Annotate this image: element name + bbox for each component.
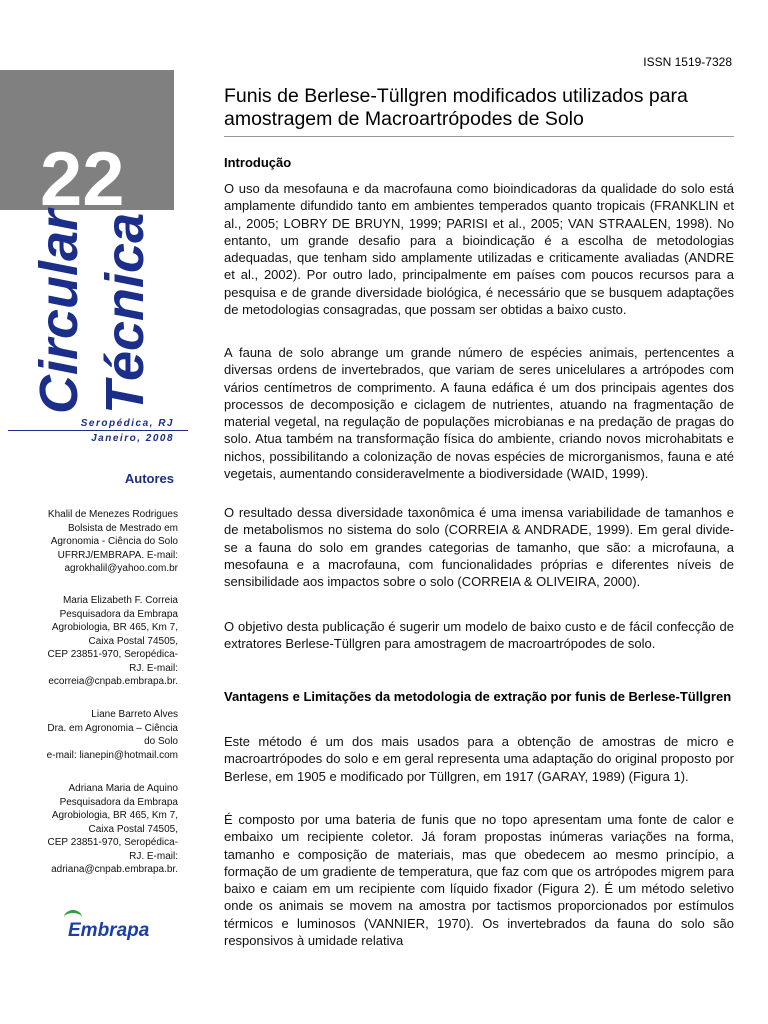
paragraph: A fauna de solo abrange um grande número de espécies animais, pertencentes a diversas ordens de invertebrados, que variam de seres unicelulares a artrópodes com vários centímetros de comprimento. A fauna edáfica é um dos principais agentes dos processos de decomposição e ciclagem de nutrientes, atuando na fragmentação de material vegetal, na regulação de populações microbianas e na predação de pragas do solo. Atua também na transformação física do ambiente, criando novos microhabitats e nichos, possibilitando a colonização de novas espécies de microrganismos, fauna e até vegetais, aumentando consideravelmente a biodiversidade (WAID, 1999). — [224, 345, 734, 482]
paragraph: Este método é um dos mais usados para a obtenção de amostras de micro e macroartrópodes do solo e em geral representa uma adaptação do original proposto por Berlese, em 1905 e modificado por Tüllgren, em 1917 (GARAY, 1989) (Figura 1). — [224, 734, 734, 784]
document-title: Funis de Berlese-Tüllgren modificados utilizados para amostragem de Macroartrópodes de Solo — [224, 85, 688, 130]
author-block: Adriana Maria de Aquino Pesquisadora da Embrapa Agrobiologia, BR 465, Km 7, Caixa Postal 74505, CEP 23851-970, Seropédica- RJ. E-mail: adriana@cnpab.embrapa.br. — [47, 783, 178, 875]
publication-place: Seropédica, RJ — [80, 418, 174, 429]
author-block: Khalil de Menezes Rodrigues Bolsista de Mestrado em Agronomia - Ciência do Solo UFRRJ/EMBRAPA. E-mail: agrokhalil@yahoo.com.br — [47, 509, 178, 574]
issn-number: ISSN 1519-7328 — [643, 55, 732, 69]
section-heading-introducao: Introdução — [224, 155, 292, 170]
section-heading-vantagens: Vantagens e Limitações da metodologia de extração por funis de Berlese-Tüllgren — [224, 689, 732, 704]
paragraph: O resultado dessa diversidade taxonômica é uma imensa variabilidade de tamanhos e de metabolismos no sistema do solo (CORREIA & ANDRADE, 1999). Em geral divide-se a fauna do solo em grandes categorias de tamanho, que são: a microfauna, a mesofauna e a macrofauna, com funcionalidades próprias e diferentes níveis de sensibilidade aos impactos sobre o solo (CORREIA & OLIVEIRA, 2000). — [224, 505, 734, 590]
author-block: Liane Barreto Alves Dra. em Agronomia – Ciência do Solo e-mail: lianepin@hotmail.com — [46, 709, 178, 761]
paragraph: O uso da mesofauna e da macrofauna como bioindicadoras da qualidade do solo está amplamente difundido tanto em ambientes temperados quanto tropicais (FRANKLIN et al., 2005; LOBRY DE BRUYN, 1999; PARISI et al., 2005; VAN STRAALEN, 1998). No entanto, um grande desafio para a bioindicação é a escolha de metodologias adequadas, que tenham sido amplamente utilizadas e criticamente avaliadas (ANDRE et al., 2002). Por outro lado, principalmente em países com poucos recursos para a pesquisa e de grande diversidade biológica, é necessário que se busquem adaptações de metodologias consagradas, que possam ser obtidas a baixo custo. — [224, 181, 734, 318]
paragraph: É composto por uma bateria de funis que no topo apresentam uma fonte de calor e embaixo um recipiente coletor. Já foram propostas inúmeras variações na forma, tamanho e composição de materiais, mas que obedecem ao mesmo princípio, a formação de um gradiente de temperatura, que faz com que os artrópodes migrem para baixo e caiam em um recipiente com líquido fixador (Figura 2). É um método seletivo onde os animais se movem na amostra por tactismos proporcionados por estímulos térmicos e luminosos (VANNIER, 1970). Os invertebrados da fauna do solo são responsivos à umidade relativa — [224, 812, 734, 949]
title-divider — [224, 136, 734, 137]
series-title — [20, 209, 170, 418]
author-block: Maria Elizabeth F. Correia Pesquisadora da Embrapa Agrobiologia, BR 465, Km 7, Caixa Postal 74505, CEP 23851-970, Seropédica- RJ. E-mail: ecorreia@cnpab.embrapa.br. — [47, 595, 178, 687]
logo-swoosh-icon — [64, 910, 82, 925]
series-title-line2: Técnica — [95, 212, 155, 414]
authors-heading: Autores — [124, 471, 174, 486]
series-title-line1: Circular — [29, 209, 89, 414]
publication-date: Janeiro, 2008 — [91, 433, 174, 444]
paragraph: O objetivo desta publicação é sugerir um modelo de baixo custo e de fácil confecção de extratores Berlese-Tüllgren para amostragem de macroartrópodes de solo. — [224, 619, 734, 652]
embrapa-logo: Embrapa — [68, 920, 149, 942]
left-divider — [8, 430, 188, 431]
